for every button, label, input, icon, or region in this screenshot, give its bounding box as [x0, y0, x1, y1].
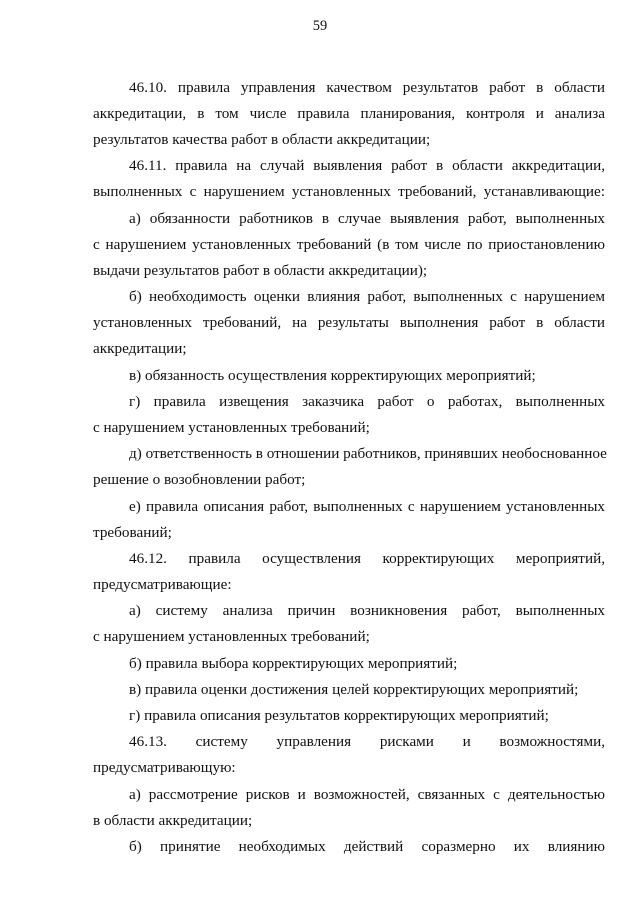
text-line: аккредитации;: [93, 340, 187, 357]
text-line: предусматривающую:: [93, 759, 236, 776]
text-line: б) принятие необходимых действий соразмерно их влиянию: [129, 838, 605, 855]
text-line: а) обязанности работников в случае выявления работ, выполненных: [129, 210, 605, 227]
text-line: требований;: [93, 524, 172, 541]
text-line: г) правила описания результатов корректирующих мероприятий;: [129, 707, 549, 724]
text-line: установленных требований, на результаты выполнения работ в области: [93, 314, 605, 331]
text-line: выполненных с нарушением установленных требований, устанавливающие:: [93, 183, 605, 200]
text-line: выдачи результатов работ в области аккредитации);: [93, 262, 428, 279]
text-line: аккредитации, в том числе правила планирования, контроля и анализа: [93, 105, 605, 122]
text-line: 46.12. правила осуществления корректирующих мероприятий,: [129, 550, 605, 567]
text-line: в) правила оценки достижения целей корректирующих мероприятий;: [129, 681, 579, 698]
text-line: решение о возобновлении работ;: [93, 471, 306, 488]
text-line: е) правила описания работ, выполненных с нарушением установленных: [129, 498, 605, 515]
text-line: б) необходимость оценки влияния работ, выполненных с нарушением: [129, 288, 605, 305]
text-line: 46.13. систему управления рисками и возможностями,: [129, 733, 605, 750]
text-line: б) правила выбора корректирующих мероприятий;: [129, 655, 458, 672]
page-number: 59: [312, 18, 328, 34]
text-line: а) рассмотрение рисков и возможностей, связанных с деятельностью: [129, 786, 605, 803]
text-line: в) обязанность осуществления корректирующих мероприятий;: [129, 367, 536, 384]
text-line: с нарушением установленных требований;: [93, 628, 370, 645]
text-line: д) ответственность в отношении работников, принявших необоснованное: [129, 445, 607, 462]
text-line: в области аккредитации;: [93, 812, 253, 829]
text-line: а) систему анализа причин возникновения работ, выполненных: [129, 602, 605, 619]
text-line: результатов качества работ в области аккредитации;: [93, 131, 431, 148]
text-line: с нарушением установленных требований (в том числе по приостановлению: [93, 236, 605, 253]
text-line: 46.10. правила управления качеством результатов работ в области: [129, 79, 605, 96]
text-line: 46.11. правила на случай выявления работ в области аккредитации,: [129, 157, 605, 174]
text-line: предусматривающие:: [93, 576, 232, 593]
text-line: г) правила извещения заказчика работ о работах, выполненных: [129, 393, 605, 410]
text-line: с нарушением установленных требований;: [93, 419, 370, 436]
